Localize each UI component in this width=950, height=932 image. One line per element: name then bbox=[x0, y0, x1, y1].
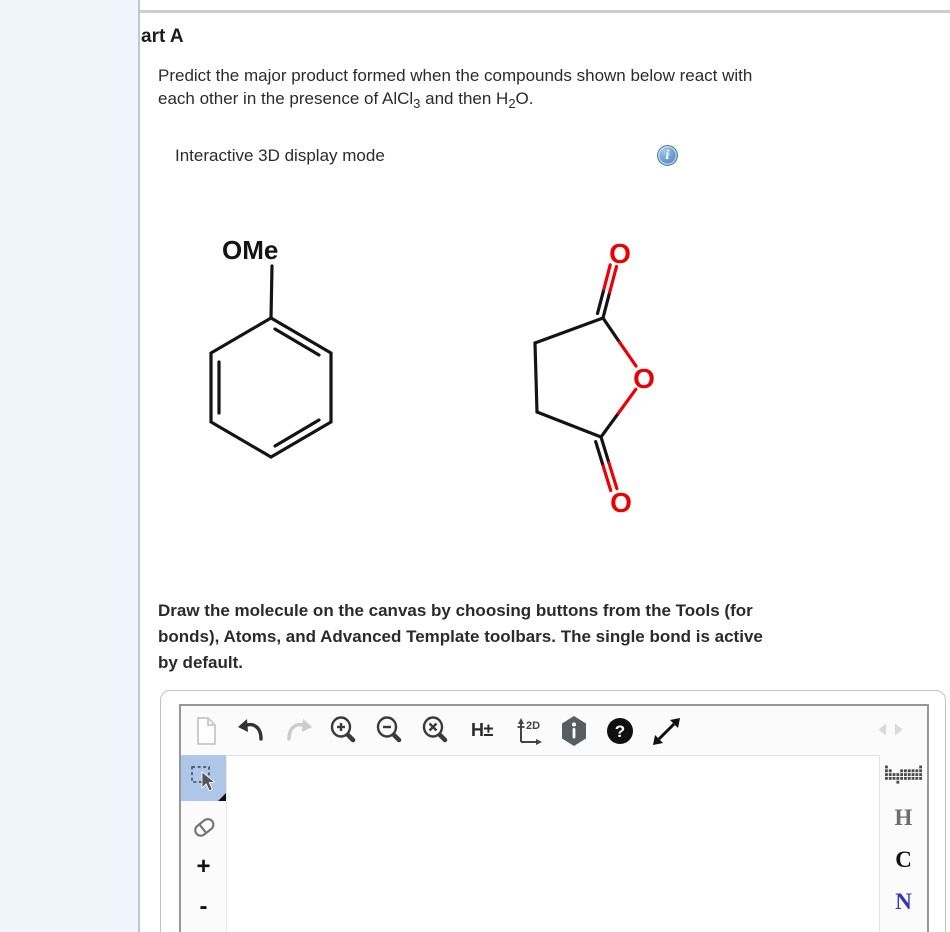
svg-text:?: ? bbox=[614, 721, 626, 741]
clean-2d-icon bbox=[511, 714, 545, 748]
select-rectangle-icon bbox=[187, 761, 221, 795]
question-line1: Predict the major product formed when the compounds shown below react with bbox=[158, 66, 753, 85]
atoms-column bbox=[880, 755, 927, 932]
plus-label: + bbox=[196, 853, 211, 880]
help-icon bbox=[603, 714, 637, 748]
toolbar-scroll-right-icon[interactable] bbox=[894, 723, 903, 736]
drawing-canvas[interactable] bbox=[226, 755, 880, 932]
display-mode-label: Interactive 3D display mode bbox=[175, 146, 385, 165]
sketcher-toolbar bbox=[181, 706, 927, 755]
fullscreen-icon bbox=[649, 714, 683, 748]
hydrogens-toggle-button[interactable] bbox=[465, 714, 499, 748]
increase-charge-button[interactable] bbox=[181, 847, 226, 887]
sketcher-body bbox=[181, 755, 927, 932]
redo-icon bbox=[281, 714, 315, 748]
subscript-2: 2 bbox=[508, 96, 516, 111]
structure-info-icon bbox=[557, 714, 591, 748]
zoom-out-icon bbox=[373, 714, 407, 748]
question-line2: each other in the presence of AlCl$_3$ and then $H_2O$. bbox=[158, 89, 534, 111]
left-gutter bbox=[0, 0, 138, 932]
part-title: art A bbox=[141, 26, 184, 47]
drawing-instruction: Draw the molecule on the canvas by choosing buttons from the Tools (for bonds), Atoms, and Advanced Template toolbars. The single bond is active by default. bbox=[158, 601, 763, 672]
eraser-icon bbox=[187, 810, 221, 844]
periodic-table-icon bbox=[885, 765, 923, 787]
anisole-ome-label: OMe bbox=[222, 235, 279, 265]
toolbar-scroll-left-icon[interactable] bbox=[878, 723, 887, 736]
toolbar-overflow bbox=[878, 723, 903, 736]
vertical-divider bbox=[138, 0, 140, 932]
zoom-in-icon bbox=[327, 714, 361, 748]
answer-box bbox=[160, 690, 946, 932]
question-text bbox=[158, 64, 858, 115]
subscript-3: 3 bbox=[413, 96, 421, 111]
anhydride-top-oxygen: O bbox=[609, 238, 631, 269]
eraser-tool-button[interactable] bbox=[181, 807, 226, 847]
atom-nitrogen-button[interactable]: N bbox=[895, 889, 912, 914]
clean-2d-button[interactable] bbox=[511, 714, 545, 748]
anhydride-structure bbox=[535, 238, 655, 518]
molecule-sketcher bbox=[179, 704, 929, 932]
atom-hydrogen-button[interactable]: H bbox=[894, 805, 913, 830]
zoom-in-button[interactable] bbox=[327, 714, 361, 748]
new-document-button[interactable] bbox=[189, 714, 223, 748]
anisole-structure bbox=[211, 235, 331, 457]
new-document-icon bbox=[189, 714, 223, 748]
clean-2d-label: 2D bbox=[526, 719, 541, 732]
minus-label: - bbox=[199, 893, 208, 920]
undo-icon bbox=[235, 714, 269, 748]
hydrogens-toggle-label: H± bbox=[471, 720, 493, 740]
fullscreen-button[interactable] bbox=[649, 714, 683, 748]
zoom-reset-icon bbox=[419, 714, 453, 748]
reactant-structures bbox=[160, 225, 720, 525]
structure-info-button[interactable] bbox=[557, 714, 591, 748]
zoom-reset-button[interactable] bbox=[419, 714, 453, 748]
redo-button[interactable] bbox=[281, 714, 315, 748]
select-tool-button[interactable] bbox=[181, 755, 226, 801]
periodic-table-button[interactable] bbox=[885, 763, 923, 789]
decrease-charge-button[interactable] bbox=[181, 887, 226, 927]
anhydride-bottom-oxygen: O bbox=[610, 487, 632, 518]
atom-carbon-button[interactable]: C bbox=[895, 847, 912, 872]
info-icon[interactable]: i bbox=[657, 145, 678, 166]
zoom-out-button[interactable] bbox=[373, 714, 407, 748]
top-rule bbox=[140, 10, 950, 13]
help-button[interactable] bbox=[603, 714, 637, 748]
anhydride-ring-oxygen: O bbox=[633, 363, 655, 394]
undo-button[interactable] bbox=[235, 714, 269, 748]
tools-column bbox=[181, 755, 226, 932]
